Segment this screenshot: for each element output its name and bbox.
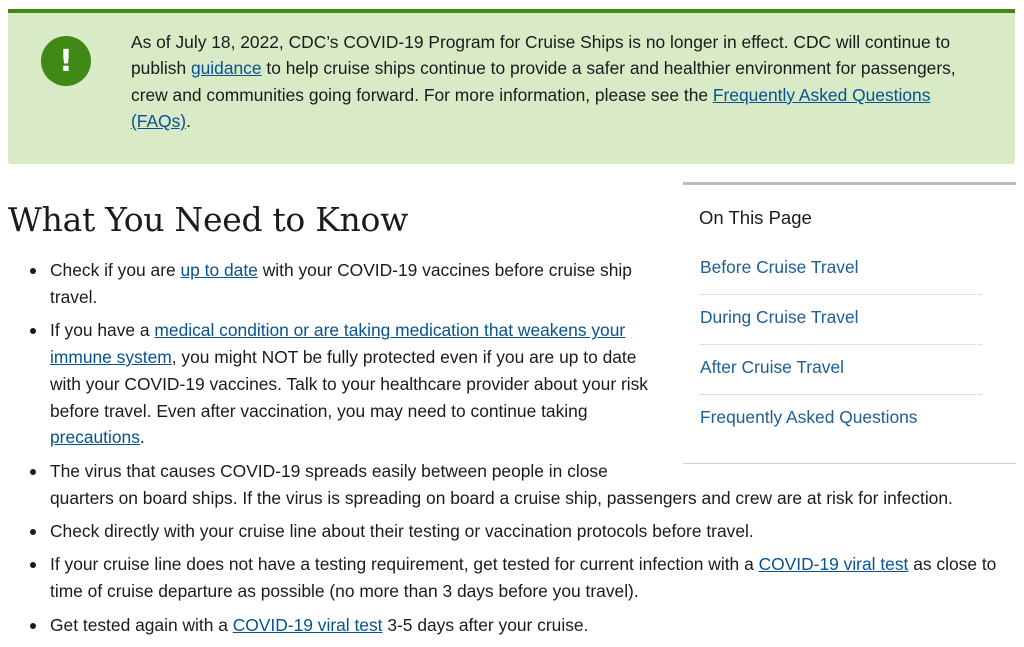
after-cruise-travel-link[interactable]: After Cruise Travel (700, 357, 844, 377)
list-item (50, 458, 1020, 512)
bullet-text: Check directly with your cruise line about their testing or vaccination protocols before travel. (50, 520, 754, 541)
bullet-text: quarters on board ships. If the virus is spreading on board a cruise ship, passengers and crew are at risk for infection. (50, 487, 953, 508)
up-to-date-link[interactable]: up to date (180, 260, 258, 280)
list-item (50, 257, 665, 311)
guidance-link[interactable]: guidance (190, 58, 262, 79)
bullet-text: Get tested again with a (50, 614, 233, 635)
list-item (50, 518, 1020, 545)
medical-condition-link[interactable]: medical condition or are taking medication that weakens your immune system (50, 320, 626, 367)
viral-test-link[interactable]: COVID-19 viral test (232, 614, 383, 635)
bullet-text: If you have a (50, 320, 155, 341)
alert-text-part: As of July 18, 2022, CDC’s COVID-19 Program for Cruise Ships is no longer in effect. CDC will continue to publish (131, 32, 950, 79)
bullet-text: , you might NOT be fully protected even if you are up to date with your COVID-19 vaccines. Talk to your healthcare provider about your risk before travel. Even after vaccination, you may need to continue taking (50, 346, 648, 421)
faqs-link[interactable]: Frequently Asked Questions (FAQs) (131, 84, 931, 132)
bullet-text: as close to time of cruise departure as possible (no more than 3 days before you travel). (50, 554, 997, 602)
bullet-text: If your cruise line does not have a testing requirement, get tested for current infection with a (50, 554, 759, 575)
faq-link[interactable]: Frequently Asked Questions (700, 407, 918, 427)
during-cruise-travel-link[interactable]: During Cruise Travel (700, 307, 859, 327)
bullet-text: 3-5 days after your cruise. (382, 614, 589, 635)
bullet-text: The virus that causes COVID-19 spreads easily between people in close (50, 460, 608, 481)
precautions-link[interactable]: precautions (50, 427, 140, 448)
viral-test-link[interactable]: COVID-19 viral test (758, 554, 909, 575)
bullet-text: Check if you are (50, 260, 181, 280)
list-item (50, 612, 1020, 639)
list-item (50, 551, 1020, 605)
list-item (50, 317, 665, 451)
exclamation-circle-icon: ! (41, 36, 91, 86)
alert-message (131, 29, 989, 135)
cruise-program-alert (8, 9, 1015, 164)
alert-text-part: . (186, 111, 191, 132)
bullet-text: . (139, 427, 145, 448)
before-cruise-travel-link[interactable]: Before Cruise Travel (700, 257, 859, 277)
on-this-page-title: On This Page (699, 207, 812, 228)
what-you-need-to-know-list (0, 257, 1020, 645)
page-heading: What You Need to Know (8, 200, 409, 239)
bullet-text: with your COVID-19 vaccines before cruise ship travel. (50, 260, 632, 307)
alert-text-part: to help cruise ships continue to provide a safer and healthier environment for passengers, crew and communities going forward. For more information, please see the (131, 58, 956, 105)
